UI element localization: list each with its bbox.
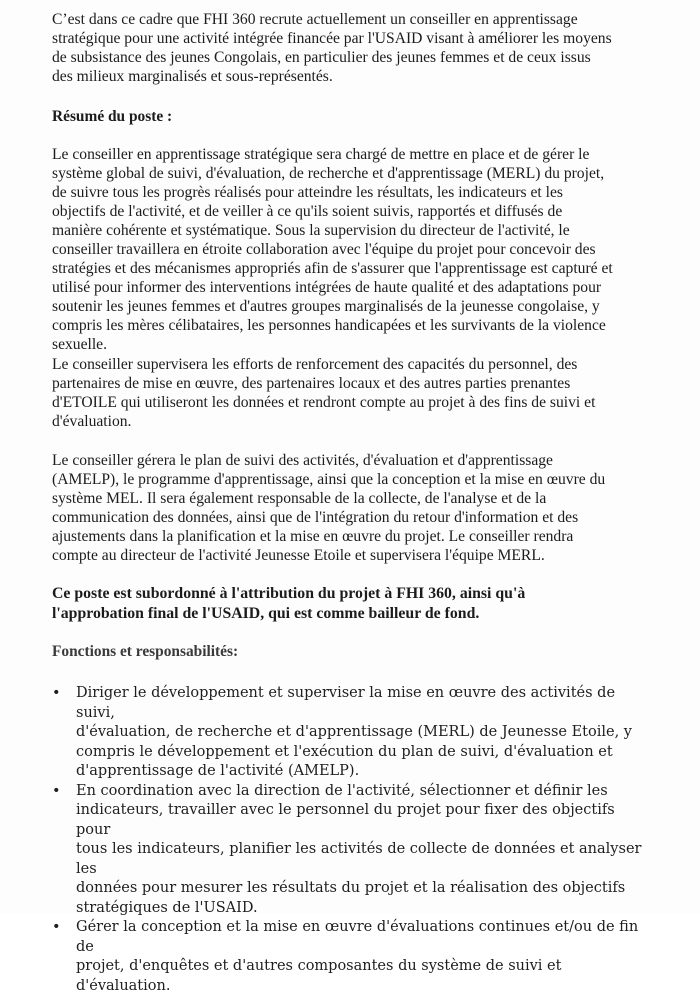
duty-item-1 bbox=[52, 684, 652, 782]
bullet-icon: • bbox=[52, 919, 61, 935]
summary-paragraph-1: Le conseiller en apprentissage stratégique sera chargé de mettre en place et de gérer le système global de suivi, d'évaluation, de recherche et d'apprentissage (MERL) du projet, de suivre tous les progrès réalisés pour atteindre les résultats, les indicateurs et les objectifs de l'activité, et de veiller à ce qu'ils soient suivis, rapportés et diffusés de manière cohérente et systématique. Sous la supervision du directeur de l'activité, le conseiller travaillera en étroite collaboration avec l'équipe du projet pour concevoir des stratégies et des mécanismes appropriés afin de s'assurer que l'apprentissage est capturé et utilisé pour informer des interventions intégrées de haute qualité et des adaptations pour soutenir les jeunes femmes et d'autres groupes marginalisés de la jeunesse congolaise, y compris les mères célibataires, les personnes handicapées et les survivants de la violence sexuelle. bbox=[52, 146, 613, 353]
bullet-icon: • bbox=[52, 782, 61, 799]
summary-paragraph-3: Le conseiller gérera le plan de suivi des activités, d'évaluation et d'apprentissage (AMELP), le programme d'apprentissage, ainsi que la conception et la mise en œuvre du système MEL. Il sera également responsable de la collecte, de l'analyse et de la communication des données, ainsi que de l'intégration du retour d'information et des ajustements dans la planification et la mise en œuvre du projet. Le conseiller rendra compte au directeur de l'activité Jeunesse Etoile et supervisera l'équipe MERL. bbox=[52, 452, 606, 564]
summary-paragraph-2: Le conseiller supervisera les efforts de renforcement des capacités du personnel, des partenaires de mise en œuvre, des partenaires locaux et des autres parties prenantes d'ETOILE qui utiliseront les données et rendront compte au projet à des fins de suivi et d'évaluation. bbox=[52, 356, 596, 430]
duties-heading: Fonctions et responsabilités: bbox=[52, 643, 239, 660]
bullet-icon: • bbox=[52, 685, 61, 701]
duties-list bbox=[52, 684, 652, 996]
duty-item-3 bbox=[52, 918, 652, 996]
duty-item-2 bbox=[52, 782, 652, 919]
duty-text: Diriger le développement et superviser la mise en œuvre des activités de suivi, d'évaluation, de recherche et d'apprentissage (MERL) de Jeunesse Etoile, y compris le développement et l'exécution du plan de suivi, d'évaluation et d'apprentissage de l'activité (AMELP). bbox=[76, 685, 632, 779]
intro-paragraph: C’est dans ce cadre que FHI 360 recrute actuellement un conseiller en apprentissage stratégique pour une activité intégrée financée par l'USAID visant à améliorer les moyens de subsistance des jeunes Congolais, en particulier des jeunes femmes et de ceux issus des milieux marginalisés et sous-représentés. bbox=[52, 11, 612, 85]
duty-text: En coordination avec la direction de l'activité, sélectionner et définir les indicateurs, travailler avec le personnel du projet pour fixer des objectifs pour tous les indicateurs, planifier les activités de collecte de données et analyser les données pour mesurer les résultats du projet et la réalisation des objectifs stratégiques de l'USAID. bbox=[76, 782, 642, 916]
conditional-note: Ce poste est subordonné à l'attribution du projet à FHI 360, ainsi qu'à l'approbation final de l'USAID, qui est comme bailleur de fond. bbox=[52, 585, 526, 622]
summary-heading: Résumé du poste : bbox=[52, 108, 173, 125]
duty-text: Gérer la conception et la mise en œuvre d'évaluations continues et/ou de fin de projet, d'enquêtes et d'autres composantes du système de suivi et d'évaluation. bbox=[76, 919, 639, 994]
